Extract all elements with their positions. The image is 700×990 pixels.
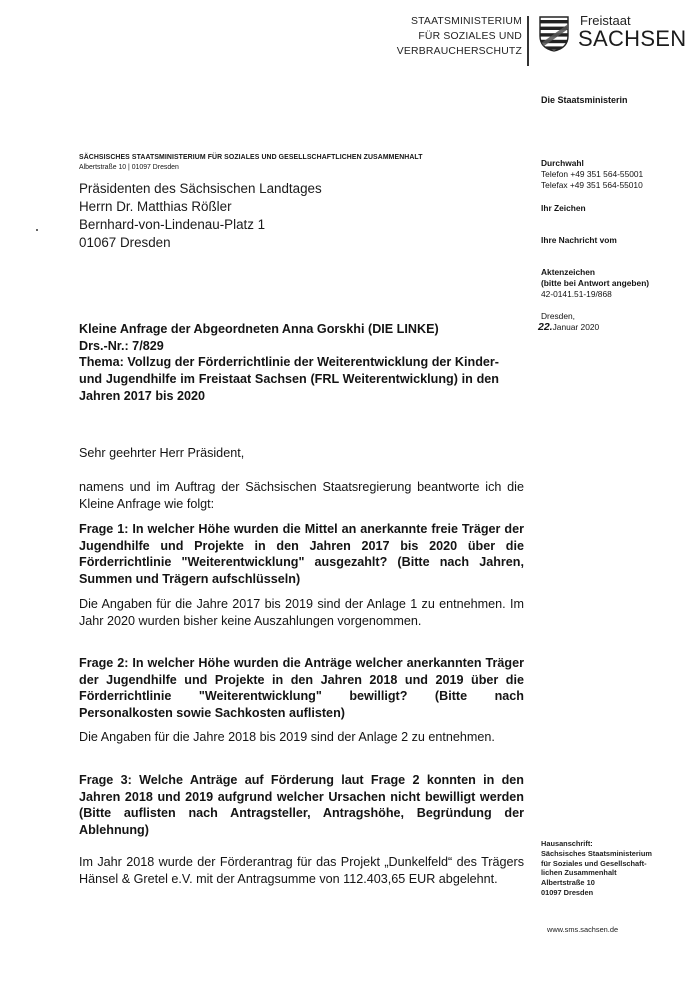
- answer-3: Im Jahr 2018 wurde der Förderantrag für das Projekt „Dunkelfeld“ des Trägers Hänsel & Gretel e.V. mit der Antragsumme von 112.403,65 EUR abgelehnt.: [79, 855, 524, 886]
- recipient-line: Präsidenten des Sächsischen Landtages: [79, 181, 322, 196]
- ministry-line: FÜR SOZIALES UND: [418, 31, 522, 42]
- durchwahl-label: Durchwahl: [541, 158, 584, 168]
- recipient-line: 01067 Dresden: [79, 235, 171, 250]
- ihre-nachricht-label: Ihre Nachricht vom: [541, 235, 617, 245]
- date-block: [538, 311, 691, 333]
- intro-paragraph: namens und im Auftrag der Sächsischen Staatsregierung beantworte ich die Kleine Anfrage wie folgt:: [79, 480, 524, 511]
- ministry-name: [397, 14, 522, 59]
- office-address-line: Hausanschrift:: [541, 839, 593, 848]
- office-address-line: 01097 Dresden: [541, 887, 594, 897]
- aktenzeichen-value: 42-0141.51-19/868: [541, 288, 612, 299]
- phone-number: Telefon +49 351 564-55001: [541, 168, 644, 179]
- recipient-line: Herrn Dr. Matthias Rößler: [79, 199, 232, 214]
- recipient-line: Bernhard-von-Lindenau-Platz 1: [79, 217, 266, 232]
- margin-mark: [36, 229, 38, 231]
- subject-title: Kleine Anfrage der Abgeordneten Anna Gorskhi (DIE LINKE): [79, 322, 439, 336]
- office-address-line: lichen Zusammenhalt: [541, 868, 617, 878]
- date-place: Dresden,: [541, 311, 575, 321]
- aktenzeichen-block: [541, 267, 691, 299]
- ministry-line: STAATSMINISTERIUM: [411, 16, 522, 27]
- sender-address: Albertstraße 10 | 01097 Dresden: [79, 164, 179, 171]
- office-address: [541, 839, 691, 898]
- header-divider: [527, 16, 529, 66]
- subject-topic: Thema: Vollzug der Förderrichtlinie der Weiterentwicklung der Kinder- und Jugendhilfe im Freistaat Sachsen (FRL Weiterentwicklung) in den Jahren 2017 bis 2020: [79, 355, 499, 403]
- aktenzeichen-note: (bitte bei Antwort angeben): [541, 277, 650, 288]
- date-day: 22.: [538, 320, 553, 333]
- aktenzeichen-label: Aktenzeichen: [541, 267, 595, 277]
- sender-name: SÄCHSISCHES STAATSMINISTERIUM FÜR SOZIALES UND GESELLSCHAFTLICHEN ZUSAMMENHALT: [79, 154, 423, 161]
- subject-block: [79, 321, 499, 405]
- question-1: Frage 1: In welcher Höhe wurden die Mittel an anerkannte freie Träger der Jugendhilfe und Projekte in den Jahren 2017 bis 2020 über die Förderrichtlinie "Weiterentwicklung" ausgezahlt? (Bitte nach Jahren, Summen und Trägern aufschlüsseln): [79, 522, 524, 587]
- logo-freistaat: Freistaat: [580, 13, 631, 28]
- fax-number: Telefax +49 351 564-55010: [541, 179, 643, 190]
- office-address-line: Albertstraße 10: [541, 878, 595, 888]
- question-3: Frage 3: Welche Anträge auf Förderung laut Frage 2 konnten in den Jahren 2018 und 2019 aufgrund welcher Ursachen nicht bewilligt werden (Bitte auflisten nach Antragsteller, Antragshöhe, Begründung der Ablehnung): [79, 773, 524, 838]
- ministry-line: VERBRAUCHERSCHUTZ: [396, 46, 522, 57]
- saxony-coat-of-arms-icon: [539, 16, 569, 52]
- logo-sachsen: SACHSEN: [578, 26, 687, 51]
- question-2: Frage 2: In welcher Höhe wurden die Anträge welcher anerkannten Träger der Jugendhilfe und Projekte in den Jahren 2018 und 2019 über die Förderrichtlinie "Weiterentwicklung" bewilligt? (Bitte nach Personalkosten sowie Sachkosten auflisten): [79, 656, 524, 721]
- date-line: [538, 322, 691, 333]
- answer-1: Die Angaben für die Jahre 2017 bis 2019 sind der Anlage 1 zu entnehmen. Im Jahr 2020 wurden bisher keine Auszahlungen vorgenommen.: [79, 597, 524, 628]
- subject-drs-number: Drs.-Nr.: 7/829: [79, 338, 164, 353]
- ihr-zeichen-label: Ihr Zeichen: [541, 203, 586, 213]
- answer-2: Die Angaben für die Jahre 2018 bis 2019 sind der Anlage 2 zu entnehmen.: [79, 730, 495, 744]
- contact-block: [541, 158, 691, 190]
- website-link[interactable]: www.sms.sachsen.de: [547, 925, 619, 934]
- date-month-year: Januar 2020: [552, 321, 600, 332]
- office-address-line: für Soziales und Gesellschaft-: [541, 858, 647, 868]
- salutation: Sehr geehrter Herr Präsident,: [79, 446, 245, 460]
- office-address-line: Sächsisches Staatsministerium: [541, 848, 652, 858]
- recipient-address: [79, 180, 322, 252]
- minister-role: Die Staatsministerin: [541, 95, 628, 105]
